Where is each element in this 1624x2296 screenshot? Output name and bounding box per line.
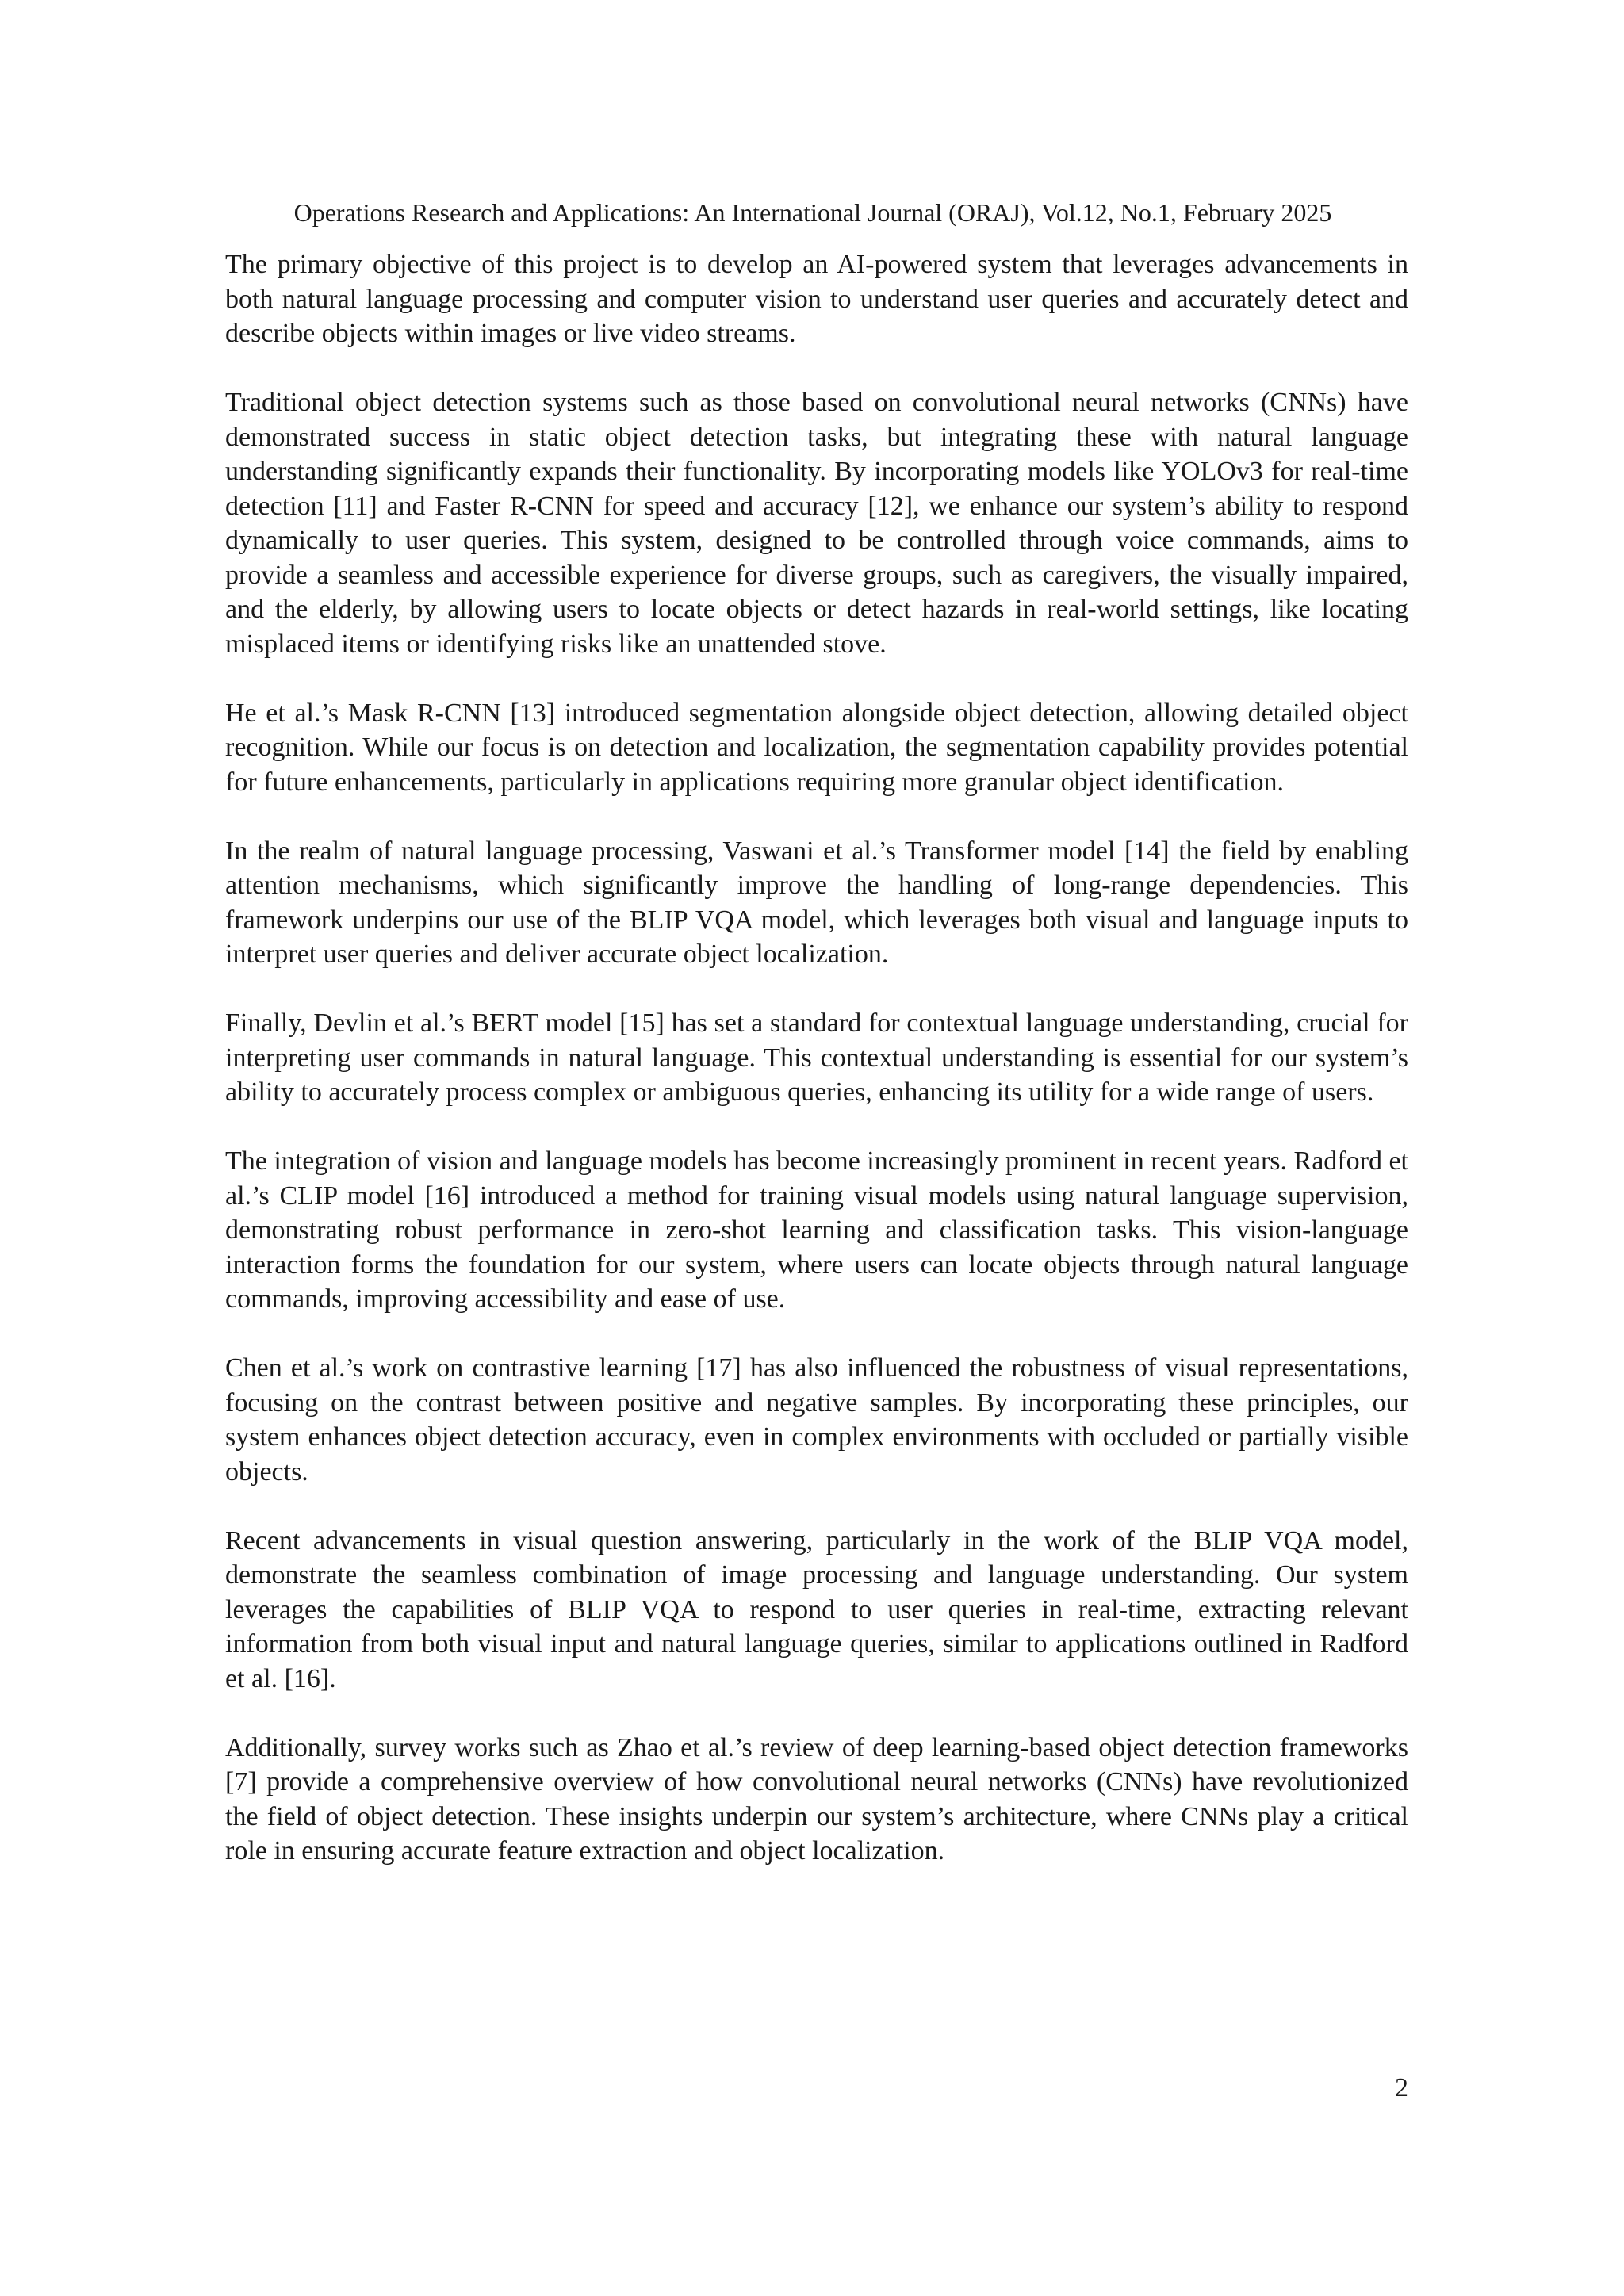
paragraph-transformer: In the realm of natural language processing, Vaswani et al.’s Transformer model [14] the field by enabling attention mechanisms, which significantly improve the handling of long-range dependencies. This framework underpins our use of the BLIP VQA model, which leverages both visual and language inputs to interpret user queries and deliver accurate object localization. [225,836,1408,969]
paragraph-traditional-detection: Traditional object detection systems such as those based on convolutional neural networks (CNNs) have demonstrated success in static object detection tasks, but integrating these with natural language understanding significantly expands their functionality. By incorporating models like YOLOv3 for real-time detection [11] and Faster R-CNN for speed and accuracy [12], we enhance our system’s ability to respond dynamically to user queries. This system, designed to be controlled through voice commands, aims to provide a seamless and accessible experience for diverse groups, such as caregivers, the visually impaired, and the elderly, by allowing users to locate objects or detect hazards in real-world settings, like locating misplaced items or identifying risks like an unattended stove. [225,388,1408,659]
paragraph-blip-vqa: Recent advancements in visual question answering, particularly in the work of the BLIP VQA model, demonstrate the seamless combination of image processing and language understanding. Our system leverages the capabilities of BLIP VQA to respond to user queries in real-time, extracting relevant information from both visual input and natural language queries, similar to applications outlined in Radford et al. [16]. [225,1525,1408,1693]
body-text [225,247,1408,1869]
paragraph-bert: Finally, Devlin et al.’s BERT model [15] has set a standard for contextual language understanding, crucial for interpreting user commands in natural language. This contextual understanding is essential for our system’s ability to accurately process complex or ambiguous queries, enhancing its utility for a wide range of users. [225,1008,1408,1107]
page-number: 2 [1395,2073,1408,2103]
paragraph-mask-rcnn: He et al.’s Mask R-CNN [13] introduced segmentation alongside object detection, allowing detailed object recognition. While our focus is on detection and localization, the segmentation capability provides potential for future enhancements, particularly in applications requiring more granular object identification. [225,698,1408,797]
running-header: Operations Research and Applications: An International Journal (ORAJ), Vol.12, No.1, February 2025 [293,198,1332,227]
paragraph-clip: The integration of vision and language models has become increasingly prominent in recent years. Radford et al.’s CLIP model [16] introduced a method for training visual models using natural language supervision, demonstrating robust performance in zero-shot learning and classification tasks. This vision-language interaction forms the foundation for our system, where users can locate objects through natural language commands, improving accessibility and ease of use. [225,1146,1408,1314]
paragraph-contrastive-learning: Chen et al.’s work on contrastive learning [17] has also influenced the robustness of visual representations, focusing on the contrast between positive and negative samples. By incorporating these principles, our system enhances object detection accuracy, even in complex environments with occluded or partially visible objects. [225,1353,1408,1487]
paragraph-survey-works: Additionally, survey works such as Zhao et al.’s review of deep learning-based object detection frameworks [7] provide a comprehensive overview of how convolutional neural networks (CNNs) have revolutionized the field of object detection. These insights underpin our system’s architecture, where CNNs play a critical role in ensuring accurate feature extraction and object localization. [225,1732,1408,1866]
paragraph-objective: The primary objective of this project is to develop an AI-powered system that leverages advancements in both natural language processing and computer vision to understand user queries and accurately detect and describe objects within images or live video streams. [225,250,1408,348]
